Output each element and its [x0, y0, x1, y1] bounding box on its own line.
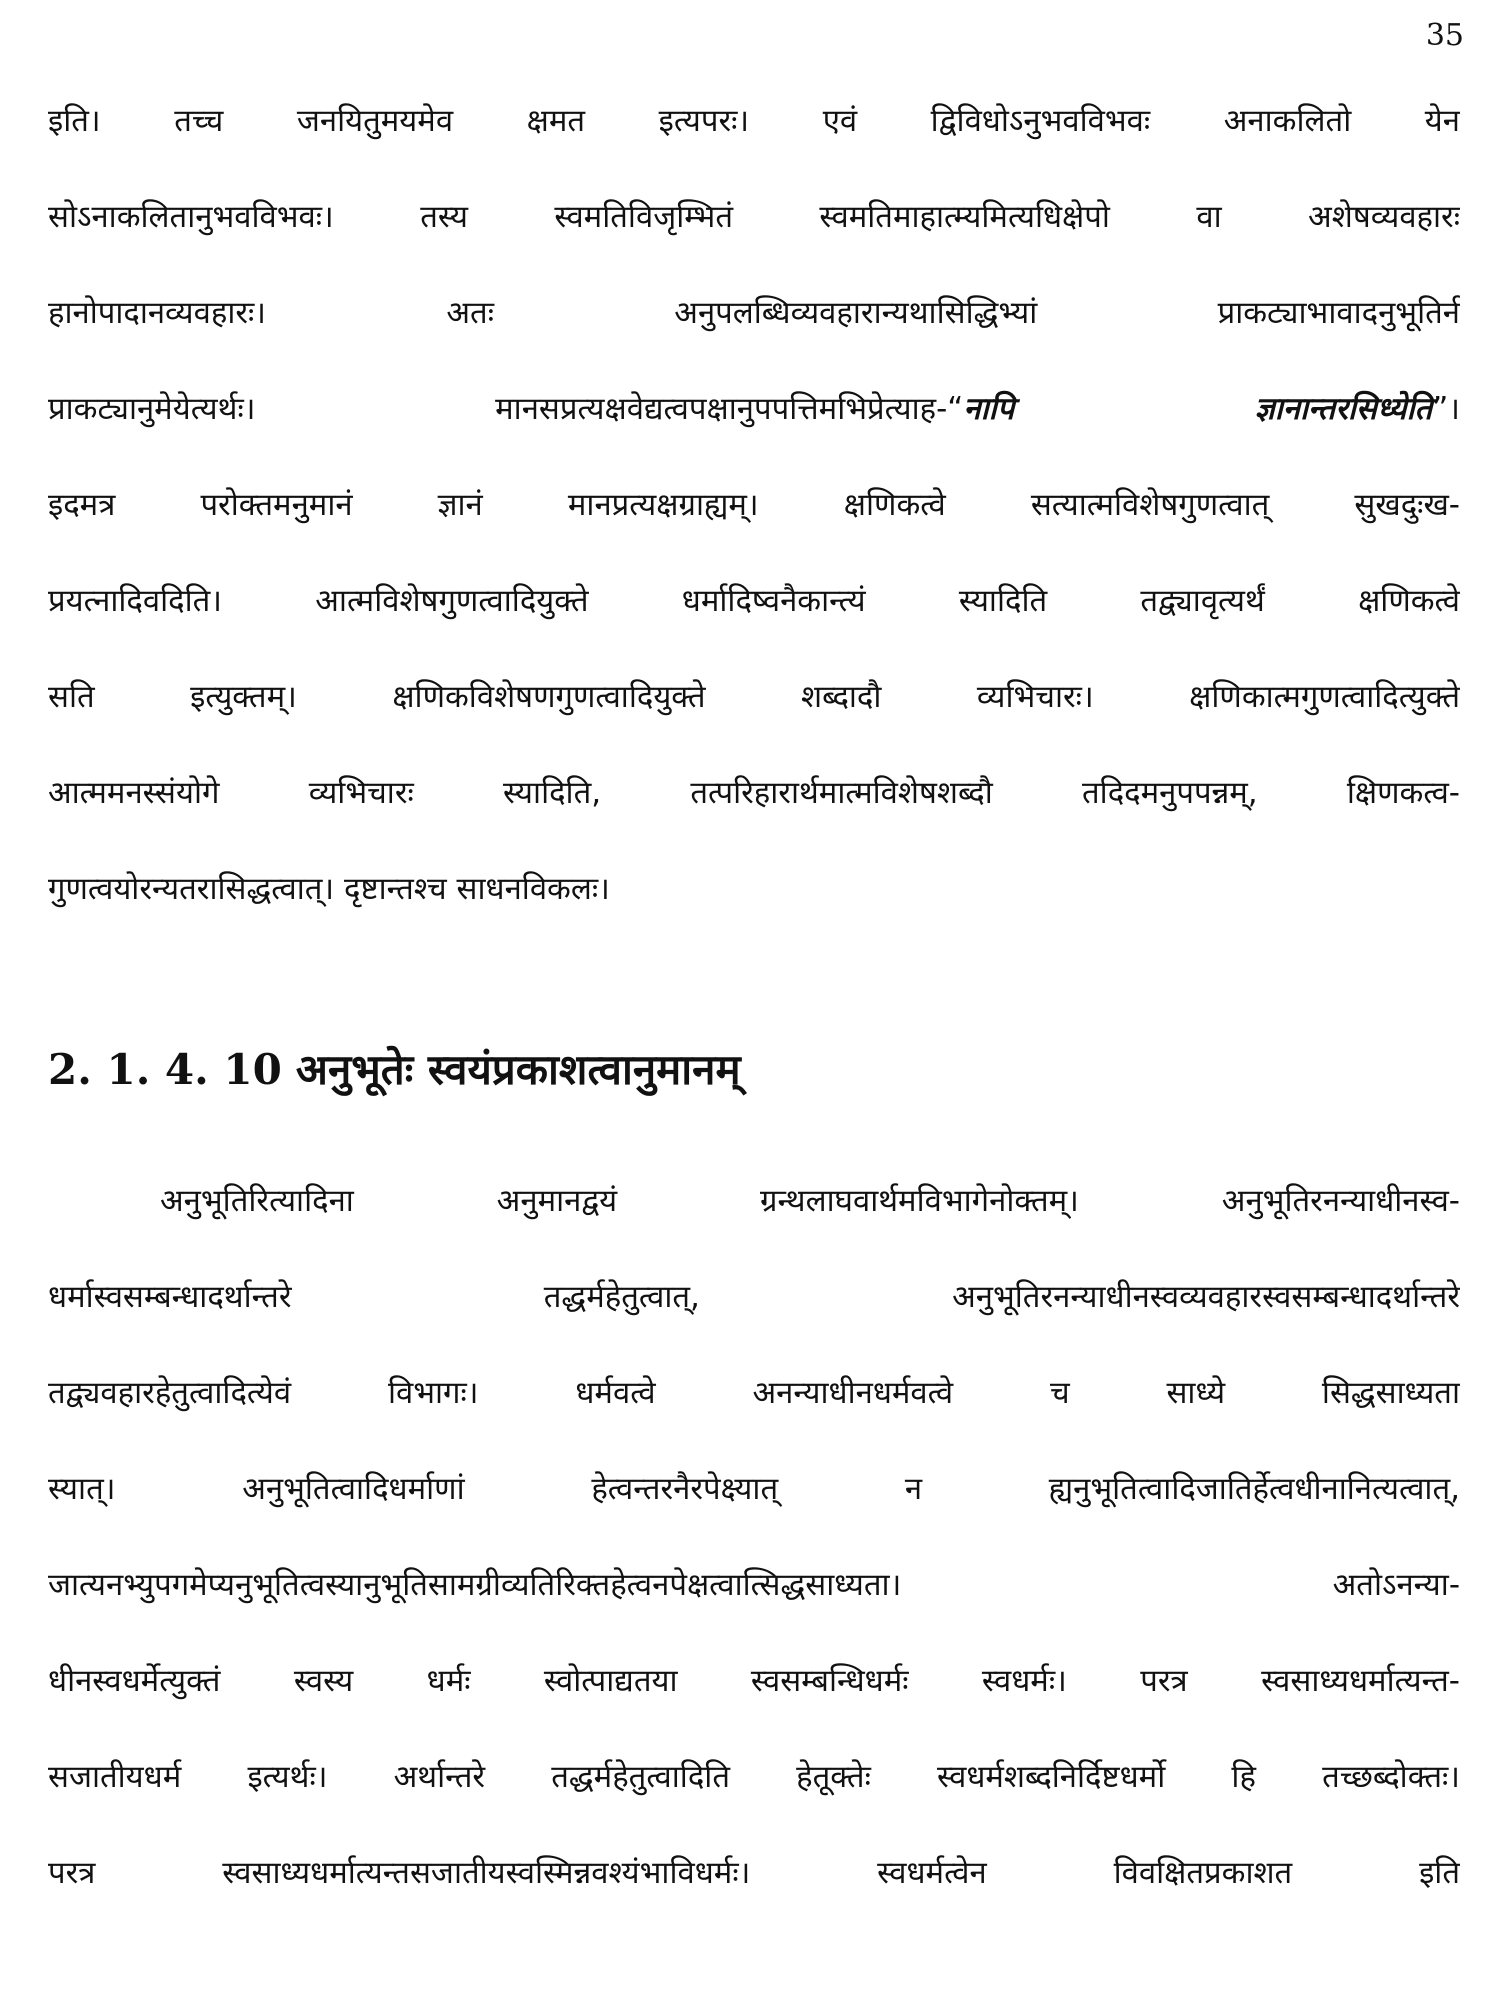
text-segment: ”।: [1432, 391, 1460, 427]
quoted-phrase: नापि ज्ञानान्तरसिध्येति: [963, 391, 1433, 427]
text-line: सजातीयधर्म इत्यर्थः। अर्थान्तरे तद्धर्महेतुत्वादिति हेतूक्तेः स्वधर्मशब्दनिर्दिष्टधर्मो हि तच्छब्दोक्तः।: [48, 1759, 1460, 1795]
section-number: 2. 1. 4. 10: [48, 1045, 282, 1094]
section-title: अनुभूतेः स्वयंप्रकाशत्वानुमानम्: [295, 1045, 741, 1094]
text-line: सोऽनाकलितानुभवविभवः। तस्य स्वमतिविजृम्भितं स्वमतिमाहात्म्यमित्यधिक्षेपो वा अशेषव्यवहारः: [48, 199, 1460, 235]
text-line: तद्व्यवहारहेतुत्वादित्येवं विभागः। धर्मवत्वे अनन्याधीनधर्मवत्वे च साध्ये सिद्धसाध्यता: [48, 1375, 1460, 1411]
text-line: अनुभूतिरित्यादिना अनुमानद्वयं ग्रन्थलाघवार्थमविभागेनोक्तम्। अनुभूतिरनन्याधीनस्व-: [160, 1183, 1460, 1219]
text-line: परत्र स्वसाध्यधर्मात्यन्तसजातीयस्वस्मिन्नवश्यंभाविधर्मः। स्वधर्मत्वेन विवक्षितप्रकाशत इति: [48, 1855, 1460, 1891]
text-line: सति इत्युक्तम्। क्षणिकविशेषणगुणत्वादियुक्ते शब्दादौ व्यभिचारः। क्षणिकात्मगुणत्वादित्युक्ते: [48, 679, 1460, 715]
page-number: 35: [1425, 18, 1464, 53]
text-line: गुणत्वयोरन्यतरासिद्धत्वात्। दृष्टान्तश्च साधनविकलः।: [48, 871, 610, 907]
text-line: जात्यनभ्युपगमेप्यनुभूतित्वस्यानुभूतिसामग्रीव्यतिरिक्तहेत्वनपेक्षत्वात्सिद्धसाध्यता। अतोऽनन्या-: [48, 1567, 1460, 1603]
text-segment: प्राकट्यानुमेयेत्यर्थः। मानसप्रत्यक्षवेद्यत्वपक्षानुपपत्तिमभिप्रेत्याह-“: [48, 391, 964, 427]
text-line: [48, 386, 1460, 432]
text-line: प्रयत्नादिवदिति। आत्मविशेषगुणत्वादियुक्ते धर्मादिष्वनैकान्त्यं स्यादिति तद्व्यावृत्यर्थं क्षणिकत्वे: [48, 583, 1460, 619]
text-line: इदमत्र परोक्तमनुमानं ज्ञानं मानप्रत्यक्षग्राह्यम्। क्षणिकत्वे सत्यात्मविशेषगुणत्वात् सुखदुःख-: [48, 487, 1460, 523]
text-line: स्यात्। अनुभूतित्वादिधर्माणां हेत्वन्तरनैरपेक्ष्यात् न ह्यनुभूतित्वादिजातिर्हेत्वधीनानित्यत्वात्,: [48, 1471, 1460, 1507]
text-line: इति। तच्च जनयितुमयमेव क्षमत इत्यपरः। एवं द्विविधोऽनुभवविभवः अनाकलितो येन: [48, 103, 1460, 139]
text-line: आत्ममनस्संयोगे व्यभिचारः स्यादिति, तत्परिहारार्थमात्मविशेषशब्दौ तदिदमनुपपन्नम्, क्षिणकत्व-: [48, 775, 1460, 811]
text-line: हानोपादानव्यवहारः। अतः अनुपलब्धिव्यवहारान्यथासिद्धिभ्यां प्राकट्याभावादनुभूतिर्न: [48, 295, 1460, 331]
text-line: धर्मास्वसम्बन्धादर्थान्तरे तद्धर्महेतुत्वात्, अनुभूतिरनन्याधीनस्वव्यवहारस्वसम्बन्धादर्थान्तरे: [48, 1279, 1460, 1315]
section-heading: [48, 1042, 741, 1098]
text-line: धीनस्वधर्मेत्युक्तं स्वस्य धर्मः स्वोत्पाद्यतया स्वसम्बन्धिधर्मः स्वधर्मः। परत्र स्वसाध्यधर्मात्यन्त-: [48, 1663, 1460, 1699]
